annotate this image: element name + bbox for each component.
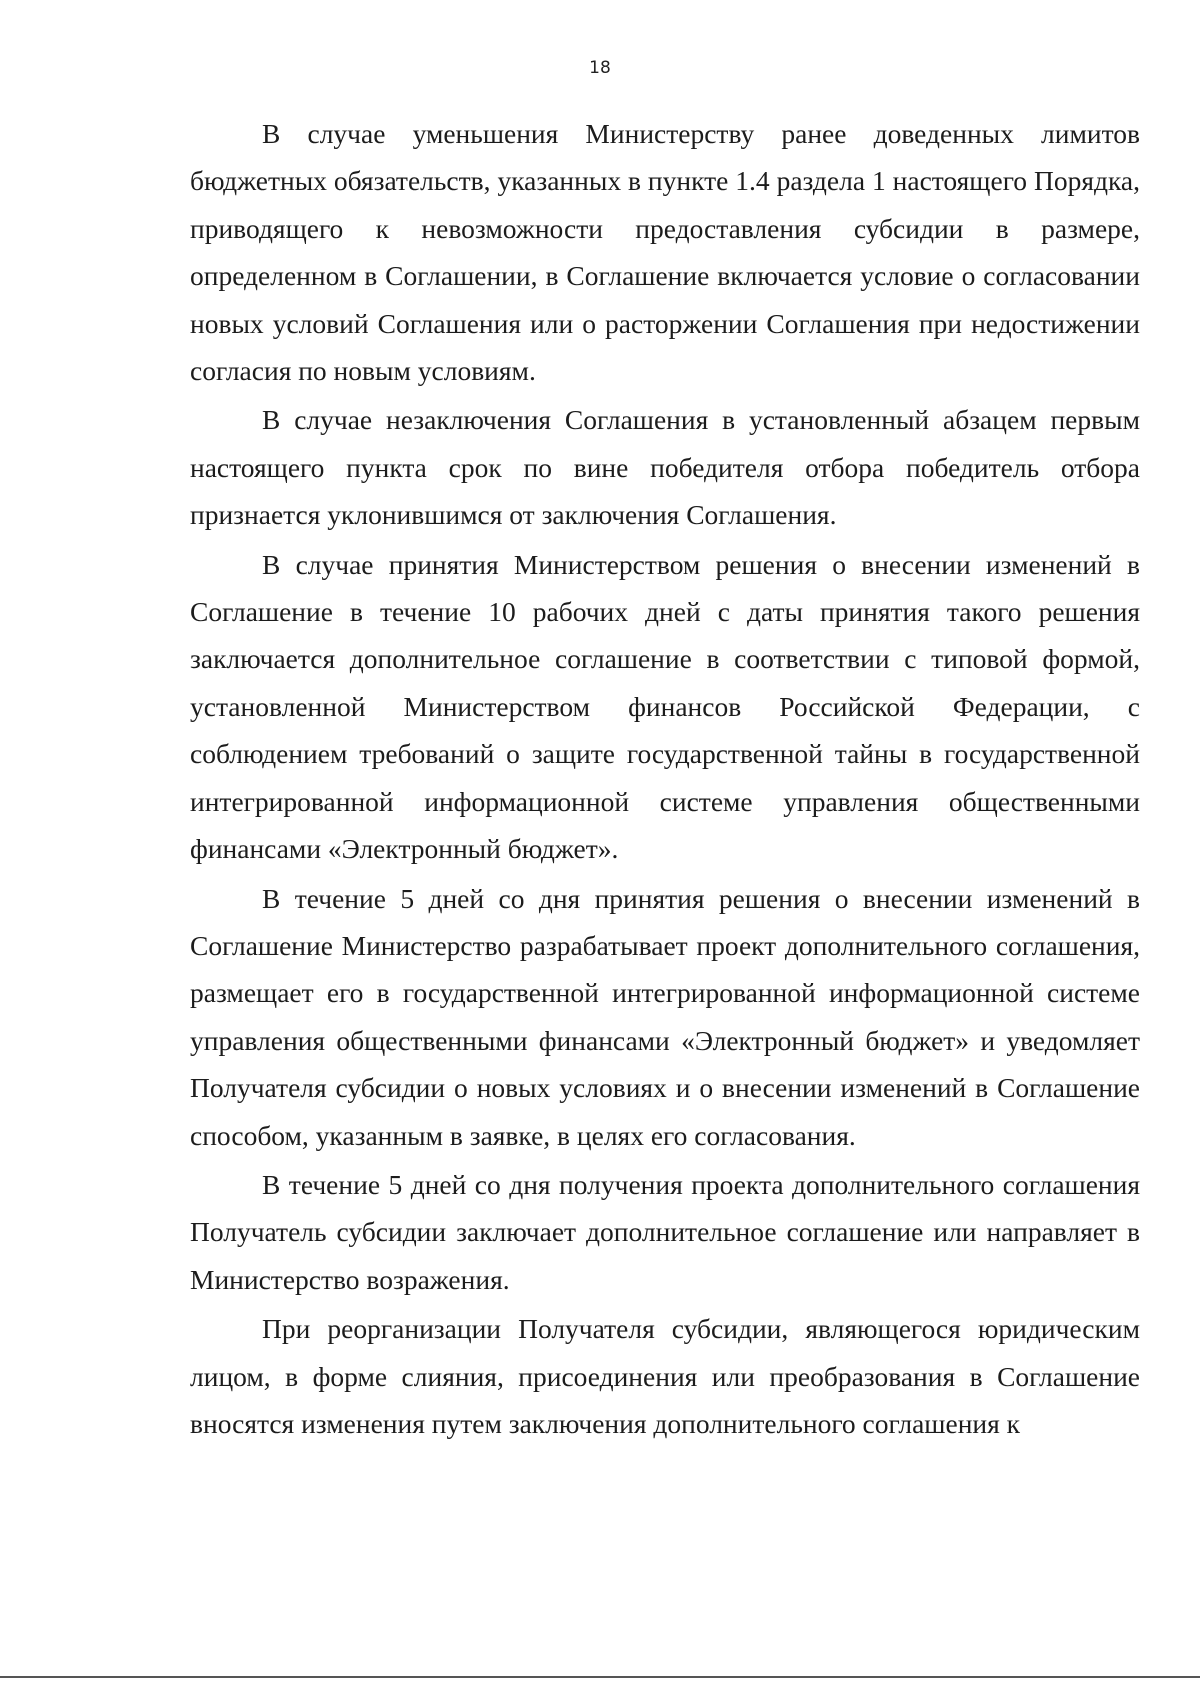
paragraph-non-conclusion: В случае незаключения Соглашения в установленный абзацем первым настоящего пункта срок по вине победителя отбора победитель отбора признается уклонившимся от заключения Соглашения. [190,404,1140,531]
paragraph-reorganization: При реорганизации Получателя субсидии, являющегося юридическим лицом, в форме слияния, присоединения или преобразования в Соглашение вносятся изменения путем заключения дополнительного соглашения к [190,1313,1140,1439]
paragraph-ministry-draft: В течение 5 дней со дня принятия решения о внесении изменений в Соглашение Министерство разрабатывает проект дополнительного соглашения, размещает его в государственной интегрированной информационной системе управления общественными финансами «Электронный бюджет» и уведомляет Получателя субсидии о новых условиях и о внесении изменений в Соглашение способом, указанным в заявке, в целях его согласования. [190,882,1140,1151]
paragraph-limits-reduction: В случае уменьшения Министерству ранее доведенных лимитов бюджетных обязательств, указанных в пункте 1.4 раздела 1 настоящего Порядка, приводящего к невозможности предоставления субсидии в размере, определенном в Соглашении, в Соглашение включается условие о согласовании новых условий Соглашения или о расторжении Соглашения при недостижении согласия по новым условиям. [190,118,1140,387]
paragraph-recipient-response: В течение 5 дней со дня получения проекта дополнительного соглашения Получатель субсидии заключает дополнительное соглашение или направляет в Министерство возражения. [190,1168,1140,1295]
page-number: 18 [589,58,611,78]
document-body [190,110,1140,1449]
paragraph-amendment-decision: В случае принятия Министерством решения о внесении изменений в Соглашение в течение 10 рабочих дней с даты принятия такого решения заключается дополнительное соглашение в соответствии с типовой формой, установленной Министерством финансов Российской Федерации, с соблюдением требований о защите государственной тайны в государственной интегрированной информационной системе управления общественными финансами «Электронный бюджет». [190,548,1140,865]
page-bottom-edge [0,1676,1200,1678]
